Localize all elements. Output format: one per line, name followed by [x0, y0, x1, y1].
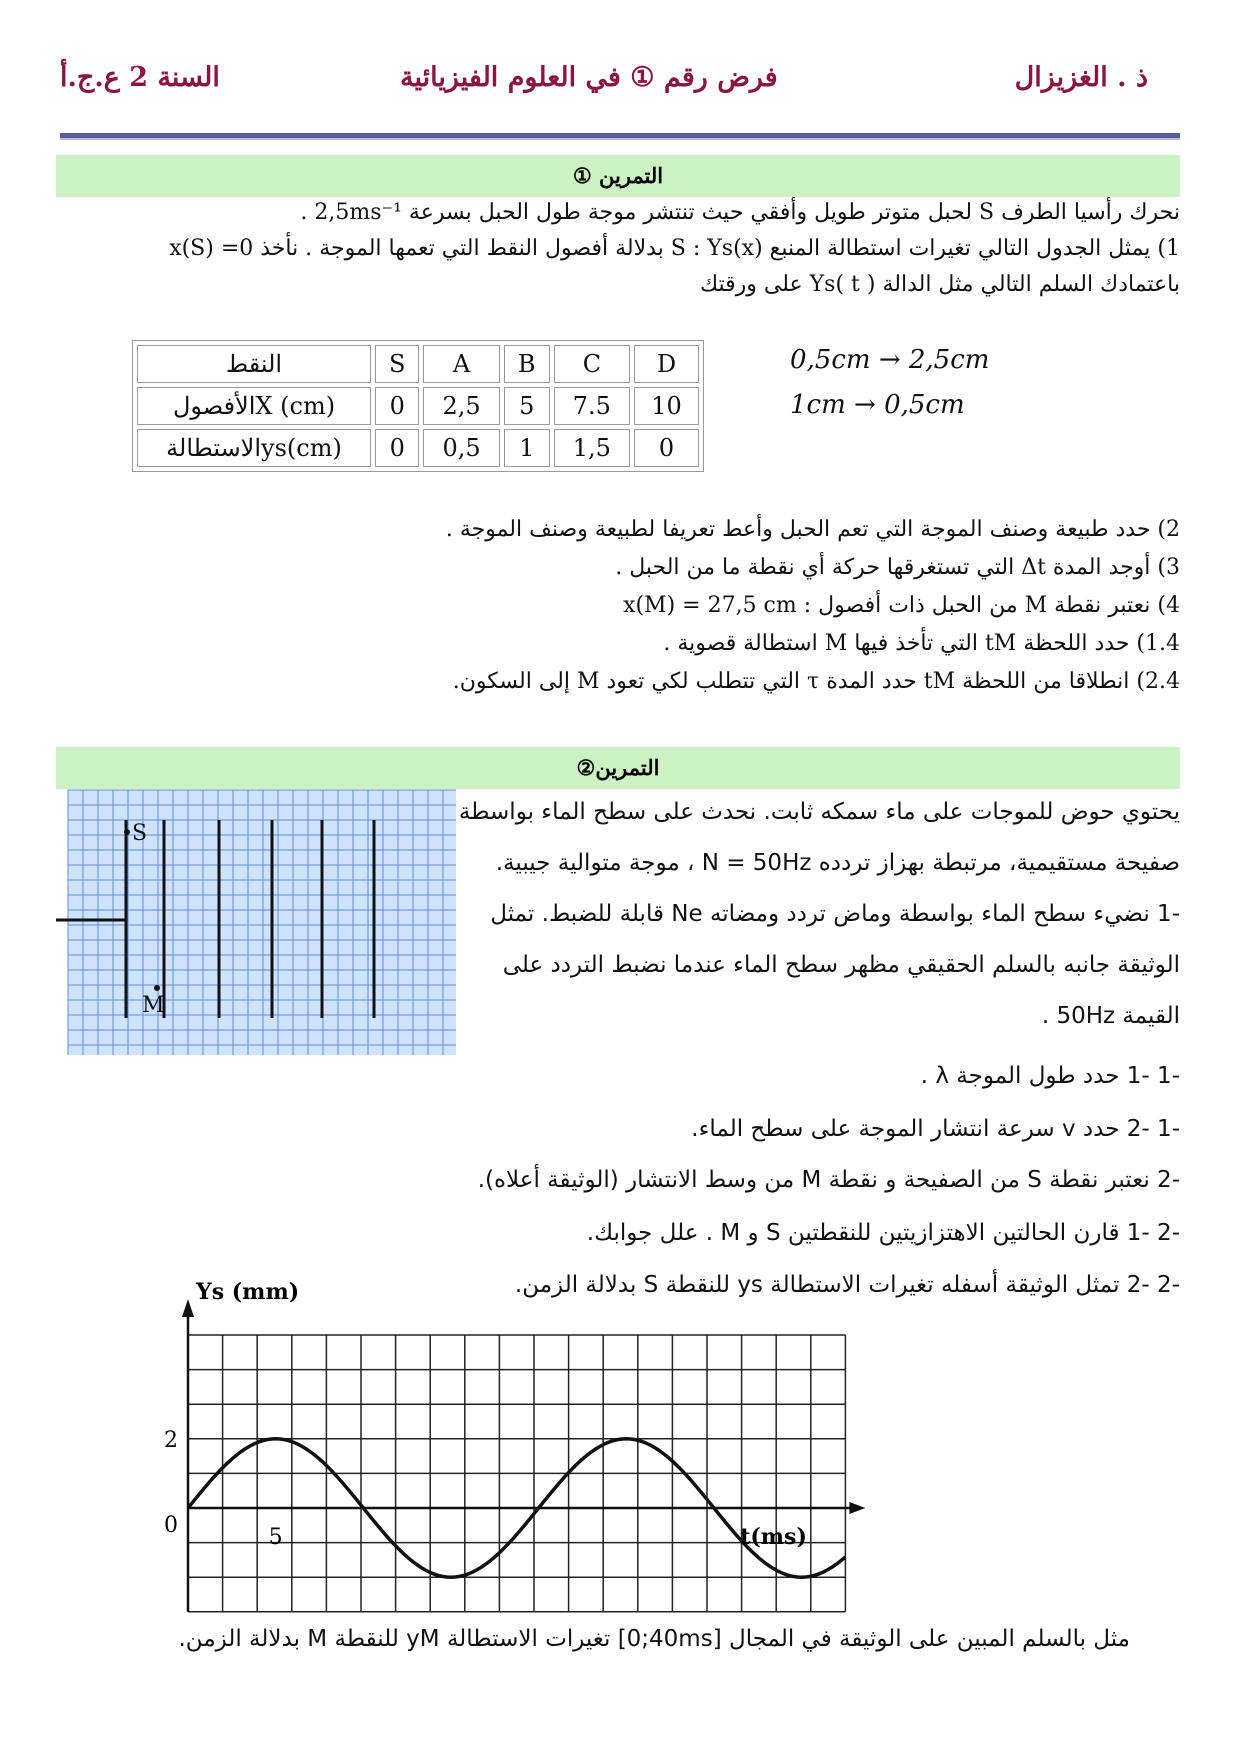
- table-cell: 7.5: [554, 387, 630, 425]
- header-rule-light: [60, 138, 1180, 140]
- y-axis-arrow: [182, 1299, 194, 1317]
- y-axis-label: Ys (mm): [196, 1279, 300, 1305]
- table-cell: 1: [504, 429, 550, 467]
- chart-grid: [188, 1335, 845, 1612]
- y-tick-label: 0: [164, 1513, 178, 1538]
- y-tick-label: 2: [164, 1427, 178, 1453]
- table-cell: 10: [634, 387, 699, 425]
- table-cell: النقط: [137, 345, 371, 383]
- table-cell: 1,5: [554, 429, 630, 467]
- elongation-table: [132, 340, 704, 472]
- ex2-q22: -2 -2 تمثل الوثيقة أسفله تغيرات الاستطالة ys للنقطة S بدلالة الزمن.: [514, 1272, 1180, 1298]
- table-cell: 0,5: [423, 429, 499, 467]
- table-cell: ys(cm)الاستطالة: [137, 429, 371, 467]
- author-name: ذ . الغزيزال: [1014, 62, 1148, 93]
- table-cell: C: [554, 345, 630, 383]
- ex1-q3: 3) أوجد المدة Δt التي تستغرقها حركة أي نقطة ما من الحبل .: [615, 555, 1180, 580]
- ex2-p4: الوثيقة جانبه بالسلم الحقيقي مظهر سطح الماء عندما نضبط التردد على: [502, 952, 1180, 978]
- scale-line-1: 0,5cm → 2,5cm: [790, 345, 990, 375]
- ex2-p3: -1 نضيء سطح الماء بواسطة وماض تردد ومضاته Ne قابلة للضبط. تمثل: [490, 901, 1180, 927]
- exercise-1-title: التمرين ①: [56, 155, 1180, 197]
- level-label: السنة 2 ع.ج.أ: [60, 62, 220, 93]
- table-cell: 5: [504, 387, 550, 425]
- table-cell: B: [504, 345, 550, 383]
- table-cell: 0: [634, 429, 699, 467]
- x-axis-label: t(ms): [740, 1524, 807, 1550]
- ex1-q42: 2.4) انطلاقا من اللحظة ‎tM‎ حدد المدة τ التي تتطلب لكي تعود M إلى السكون.: [452, 669, 1180, 694]
- x-tick-label: 5: [268, 1525, 283, 1550]
- ripple-tank-figure: [56, 790, 458, 1055]
- table-row: [137, 429, 699, 467]
- point-m-marker: [154, 985, 160, 991]
- ex1-q41: 1.4) حدد اللحظة ‎tM‎ التي تأخذ فيها M استطالة قصوية .: [663, 631, 1180, 656]
- ex1-q1-line1: 1) يمثل الجدول التالي تغيرات استطالة المنبع S : ‎Ys(x)‎ بدلالة أفصول النقط التي تعمها الموجة . نأخذ ‎x(S) =0‎: [169, 236, 1180, 261]
- table-row: [137, 345, 699, 383]
- title-number: ①: [630, 62, 655, 93]
- ex1-q1-line2: باعتمادك السلم التالي مثل الدالة ‎Ys( t )‎ على ورقتك: [699, 272, 1180, 297]
- ex1-q2: 2) حدد طبيعة وصنف الموجة التي تعم الحبل وأعط تعريفا لطبيعة وصنف الموجة .: [445, 517, 1180, 542]
- ex1-intro: نحرك رأسيا الطرف S لحبل متوتر طويل وأفقي حيث تنتشر موجة طول الحبل بسرعة ‎2,5ms⁻¹‎ .: [300, 200, 1180, 225]
- ex2-final: مثل بالسلم المبين على الوثيقة في المجال ‎[0;40ms]‎ تغيرات الاستطالة yM للنقطة M بدلالة الزمن.: [178, 1626, 1130, 1652]
- elongation-chart: [164, 1279, 960, 1610]
- ex2-q2: -2 نعتبر نقطة S من الصفيحة و نقطة M من وسط الانتشار (الوثيقة أعلاه).: [477, 1167, 1180, 1193]
- label-s: S: [132, 821, 148, 846]
- scale-line-2: 1cm → 0,5cm: [790, 390, 965, 420]
- exercise-2-title: التمرين②: [56, 747, 1180, 789]
- table-cell: S: [375, 345, 419, 383]
- table-cell: 0: [375, 387, 419, 425]
- x-axis-arrow: [849, 1502, 865, 1514]
- table-cell: A: [423, 345, 499, 383]
- ex2-p1: يحتوي حوض للموجات على ماء سمكه ثابت. نحدث على سطح الماء بواسطة: [458, 799, 1180, 825]
- table-cell: 2,5: [423, 387, 499, 425]
- table-cell: 0: [375, 429, 419, 467]
- ex2-q21: -2 -1 قارن الحالتين الاهتزازيتين للنقطتين S و M . علل جوابك.: [586, 1220, 1180, 1246]
- label-m: M: [142, 993, 165, 1018]
- ex2-q11: -1 -1 حدد طول الموجة λ .: [920, 1063, 1180, 1089]
- table-cell: X (cm)الأفصول: [137, 387, 371, 425]
- table-cell: D: [634, 345, 699, 383]
- ex2-p5: القيمة ‎50Hz‎ .: [1041, 1003, 1180, 1029]
- assignment-title: [400, 62, 778, 93]
- ex1-q4: 4) نعتبر نقطة M من الحبل ذات أفصول : ‎x(M) = 27,5 cm‎: [623, 593, 1180, 618]
- ex2-p2: صفيحة مستقيمية، مرتبطة بهزاز تردده ‎N = 50Hz‎ ، موجة متوالية جيبية.: [495, 850, 1180, 876]
- title-suffix: في العلوم الفيزيائية: [400, 62, 621, 93]
- point-s-marker: [124, 829, 130, 835]
- ex2-q12: -1 -2 حدد v سرعة انتشار الموجة على سطح الماء.: [691, 1116, 1180, 1142]
- title-prefix: فرض رقم: [663, 62, 778, 93]
- table-row: [137, 387, 699, 425]
